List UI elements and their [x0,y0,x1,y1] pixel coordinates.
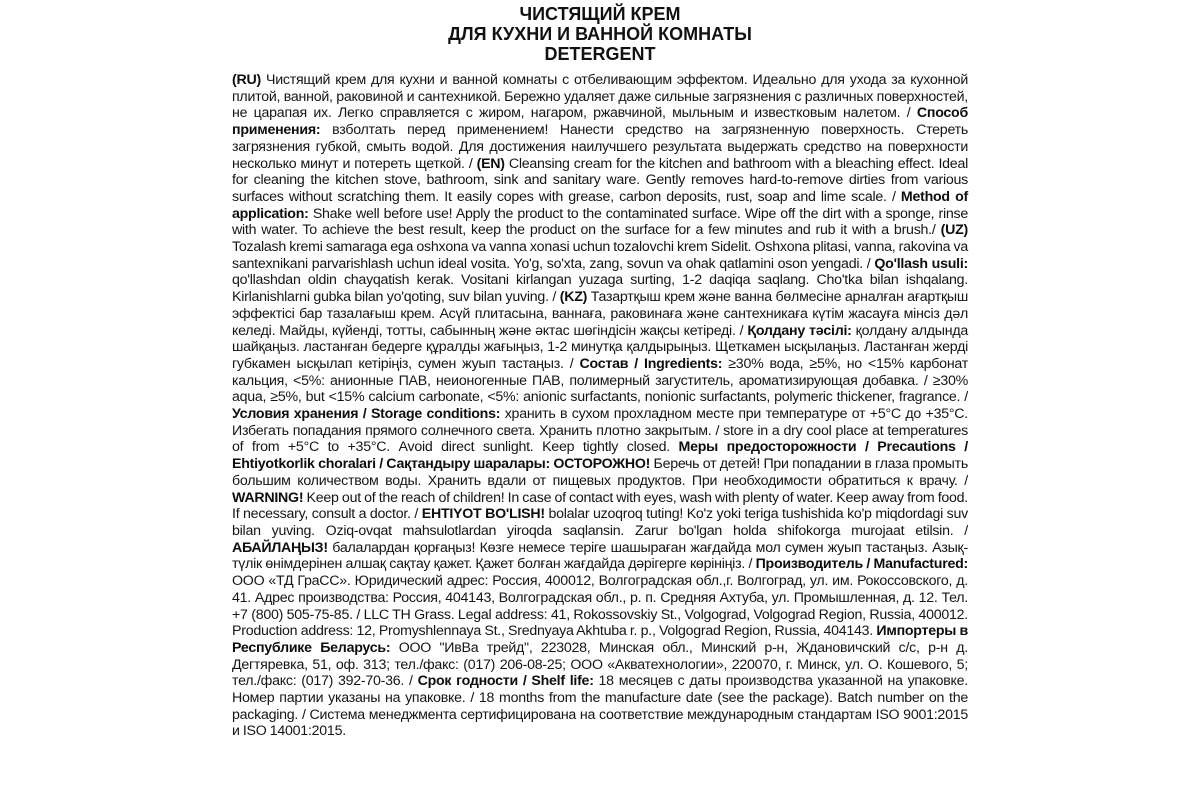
product-title [0,4,1200,64]
body-paragraph-text: балалардан қорғаңыз! Көзге немесе теріге шашыраған жағдайда мол сумен жуып тастаңыз. Азық-түлік өнімдерінен алшақ сақтау қажет. Қажет болған жағдайда дәрігерге көрініңіз. / [232,539,968,573]
section-heading: WARNING! [232,489,304,506]
body-paragraph-text: ООО «ТД ГраСС». Юридический адрес: Россия, 400012, Волгоградская обл.,г. Волгоград, ул. им. Рокоссовского, д. 41. Адрес производства: Россия, 404143, Волгоградская обл., р. п. Средняя Ахтуба, ул. Промышленная, д. 12. Тел. +7 (800) 505-75-85. / LLC TH Grass. Legal address: 41, Rokossovskiy St., Volgograd, Volgograd Region, Russia, 400012. Production address: 12, Promyshlennaya St., Srednyaya Akhtuba r. p., Volgograd Region, Russia, 404143. [232,573,968,640]
section-heading: АБАЙЛАҢЫЗ! [232,539,328,556]
section-heading: Қолдану тәсілі: [747,322,852,339]
body-paragraph-text: ООО "ИвВа трейд", 223028, Минская обл., Минский р-н, Ждановичский с/с, р-н д. Дегтяревка, 51, оф. 313; тел./факс: (017) 206-08-25; ООО «Акватехнологии», 220070, г. Минск, ул. О. Кошевого, 5; тел./факс: (017) 392-70-36. / [232,639,968,690]
body-paragraph-text: хранить в сухом прохладном месте при температуре от +5°С до +35°С. Избегать попадания прямого солнечного света. Хранить плотно закрытым. / store in a dry cool place at temperatures of from +5°С to +35°С. Avoid direct sunlight. Keep tightly closed. [232,406,968,456]
title-line-3: DETERGENT [544,44,656,64]
section-heading: Импортеры в Республике Беларусь: [232,623,968,656]
section-heading: Qo'llash usuli: [874,255,968,272]
section-heading: Производитель / Manufactured: [755,556,968,573]
title-line-1: ЧИСТЯЩИЙ КРЕМ [519,4,681,24]
body-paragraph-text: Чистящий крем для кухни и ванной комнаты с отбеливающим эффектом. Идеально для ухода за кухонной плитой, ванной, раковиной и сантехникой. Бережно удаляет даже сильные загрязнения с различных поверхностей, не царапая их. Легко справляется с жиром, нагаром, ржавчиной, мыльным и известковым налетом. / [232,72,968,122]
label-body-text [232,72,968,740]
section-heading: Меры предосторожности / Precautions / Ehtiyotkorlik choralari / Сақтандыру шаралары: ОСТОРОЖНО! [232,439,968,473]
section-heading: Состав / Ingredients: [579,355,723,372]
body-paragraph-text: 18 месяцев с даты производства указанной на упаковке. Номер партии указаны на упаковке. / 18 months from the manufacture date (see the package). Batch number on the packaging. / Система менеджмента сертифицирована на соответствие международным стандартам ISO 9001:2015 и ISO 14001:2015. [232,673,968,740]
section-heading: Срок годности / Shelf life: [417,673,594,690]
title-line-2: ДЛЯ КУХНИ И ВАННОЙ КОМНАТЫ [448,24,752,44]
body-paragraph-text: bolalar uzoqroq tuting! Ko'z yoki teriga tushishida ko'p miqdordagi suv bilan yuving. Oziq-ovqat mahsulotlardan yiroqda saqlansin. Zarur bo'lgan holda shifokorga murojaat etilsin. / [232,506,968,539]
section-heading: (EN) [476,155,505,172]
body-paragraph-text: Cleansing cream for the kitchen and bathroom with a bleaching effect. Ideal for cleaning the kitchen stove, bathroom, sink and sanitary ware. Gently removes hard-to-remove dirties from various surfaces without scratching them. It easily copes with grease, carbon deposits, rust, soap and lime scale. / [232,155,968,205]
body-paragraph-text: qo'llashdan oldin chayqatish kerak. Vositani kirlangan yuzaga surting, 1-2 daqiqa saqlang. Cho'tka bilan ishqalang. Kirlanishlarni gubka bilan yo'qoting, suv bilan yuving. / [232,272,968,306]
body-paragraph-text: Keep out of the reach of children! In case of contact with eyes, wash with plenty of water. Keep away from food. If necessary, consult a doctor. / [232,489,968,523]
section-heading: Method of application: [232,188,968,222]
section-heading: (KZ) [559,289,588,306]
body-paragraph-text: ≥30% вода, ≥5%, но <15% карбонат кальция, <5%: анионные ПАВ, неионогенные ПАВ, полимерный загуститель, ароматизирующая добавка. / ≥30% aqua, ≥5%, but <15% calcium carbonate, <5%: anionic surfactants, nonionic surfactants, polymeric thickener, fragrance. / [232,355,968,406]
body-paragraph-text: Tozalash kremi samaraga ega oshxona va vanna xonasi uchun tozalovchi krem Sidelit. Oshxona plitasi, vanna, rakovina va santexnikani parvarishlash uchun ideal vosita. Yo'g, so'xta, zang, sovun va ohak qatlamini oson yengadi. / [232,239,968,272]
section-heading: (UZ) [940,222,968,239]
body-paragraph-text: Беречь от детей! При попадании в глаза промыть большим количеством воды. Хранить вдали от пищевых продуктов. При необходимости обратиться к врачу. / [232,456,968,489]
section-heading: Способ применения: [232,105,968,139]
body-paragraph-text: взболтать перед применением! Нанести средство на загрязненную поверхность. Стереть загрязнения губкой, смыть водой. Для достижения наилучшего результата выдержать средство на поверхности несколько минут и потереть щеткой. / [232,122,968,172]
body-paragraph-text: қолдану алдында шайқаңыз. ластанған бедерге құралды жағыңыз, 1-2 минутқа қалдырыңыз. Щеткамен ысқылаңыз. Ластанған жерді губкамен ысқылап кетіріңіз, сумен жуып тастаңыз. / [232,322,968,372]
section-heading: Условия хранения / Storage conditions: [232,406,501,423]
body-paragraph-text: Тазартқыш крем және ванна бөлмесіне арналған ағартқыш эффектісі бар тазалағыш крем. Асүй плитасына, ваннаға, раковинаға және сантехникаға күтім жасауға мінсіз дәл келеді. Майды, күйенді, тотты, сабынның және әктас шөгіндісін жақсы кетіреді. / [232,289,968,339]
body-paragraph-text: Shake well before use! Apply the product to the contaminated surface. Wipe off the dirt with a sponge, rinse with water. To achieve the best result, keep the product on the surface for a few minutes and rub it with a brush./ [232,205,968,239]
section-heading: (RU) [232,72,261,88]
section-heading: EHTIYOT BO'LISH! [421,506,545,523]
